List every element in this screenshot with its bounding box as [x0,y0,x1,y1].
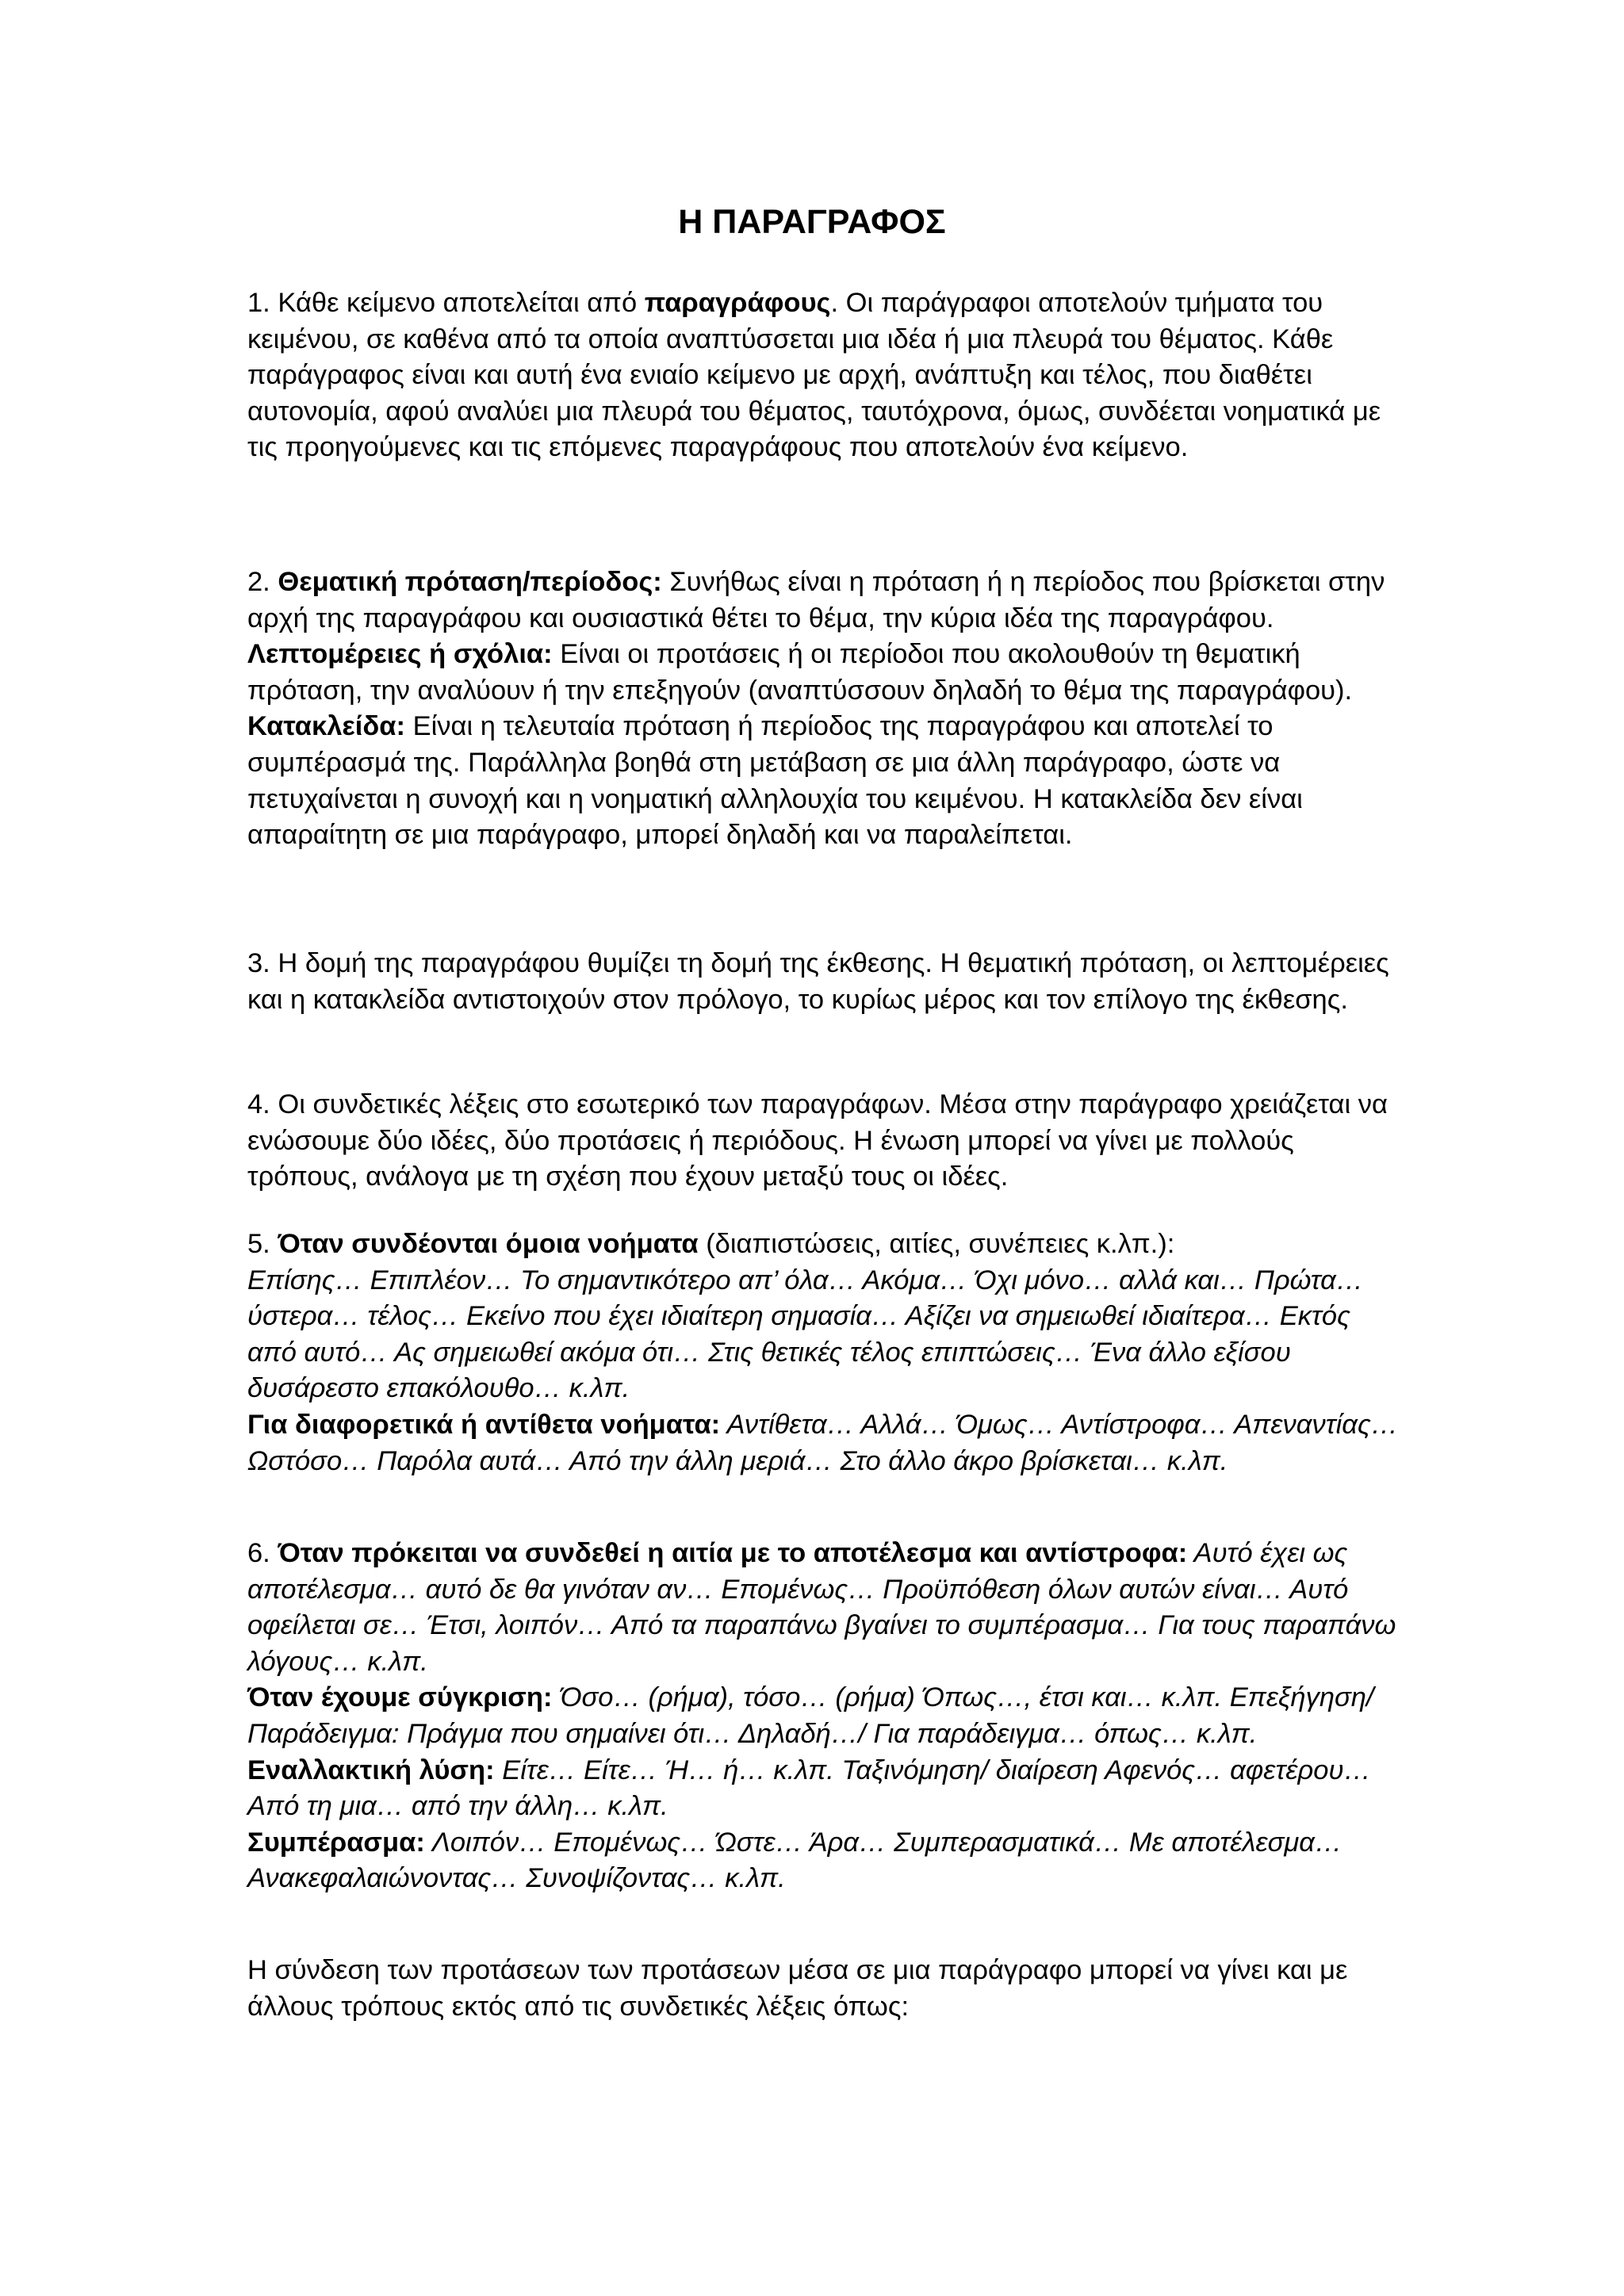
paragraph-4 [247,1087,1405,1196]
comparison-label: Όταν έχουμε σύγκριση: [247,1682,553,1713]
conclusion-connectors-line [247,1825,1405,1897]
opposite-meanings [247,1407,1405,1479]
similar-meanings-note: (διαπιστώσεις, αιτίες, συνέπειες κ.λπ.): [698,1229,1175,1259]
paragraph-3-text: 3. Η δομή της παραγράφου θυμίζει τη δομή της έκθεσης. Η θεματική πρόταση, οι λεπτομέρειες και η κατακλείδα αντιστοιχούν στον πρόλογο, το κυρίως μέρος και τον επίλογο της έκθεσης. [247,948,1389,1015]
thematic-sentence-definition [247,564,1405,637]
opposite-meanings-connectors: Αντίθετα… Αλλά… Όμως… Αντίστροφα… Απεναντίας… Ωστόσο… Παρόλα αυτά… Από την άλλη μεριά… Στο άλλο άκρο βρίσκεται… κ.λπ. [247,1409,1399,1476]
paragraph-3 [247,946,1405,1018]
cause-effect [247,1536,1405,1680]
p5-number: 5. [247,1229,278,1259]
comparison-connectors: Όσο… (ρήμα), τόσο… (ρήμα) Όπως…, έτσι και… κ.λπ. Επεξήγηση/Παράδειγμα: Πράγμα που σημαίνει ότι… Δηλαδή…/ Για παράδειγμα… όπως… κ.λπ. [247,1682,1374,1749]
paragraph-1-text [247,285,1405,466]
paragraph-2 [247,564,1405,854]
p1-text-b: . Οι παράγραφοι αποτελούν τμήματα του κειμένου, σε καθένα από τα οποία αναπτύσσεται μια ιδέα ή μια πλευρά του θέματος. Κάθε παράγραφος είναι και αυτή ένα ενιαίο κείμενο με αρχή, ανάπτυξη και τέλος, που διαθέτει αυτονομία, αφού αναλύει μια πλευρά του θέματος, ταυτόχρονα, όμως, συνδέεται νοηματικά με τις προηγούμενες και τις επόμενες παραγράφους που αποτελούν ένα κείμενο. [247,288,1381,463]
cause-effect-label: Όταν πρόκειται να συνδεθεί η αιτία με το αποτέλεσμα και αντίστροφα: [278,1538,1188,1568]
thematic-sentence-text: Συνήθως είναι η πρόταση ή η περίοδος που βρίσκεται στην αρχή της παραγράφου και ουσιαστικά θέτει το θέμα, την κύρια ιδέα της παραγράφου. [247,567,1385,633]
similar-meanings-examples [247,1263,1405,1407]
p6-number: 6. [247,1538,278,1568]
conclusion-text: Είναι η τελευταία πρόταση ή περίοδος της παραγράφου και αποτελεί το συμπέρασμά της. Παράλληλα βοηθά στη μετάβαση σε μια άλλη παράγραφο, ώστε να πετυχαίνεται η συνοχή και η νοηματική αλληλουχία του κειμένου. Η κατακλείδα δεν είναι απαραίτητη σε μια παράγραφο, μπορεί δηλαδή και να παραλείπεται. [247,711,1303,851]
conclusion-definition [247,709,1405,853]
thematic-sentence-label: Θεματική πρόταση/περίοδος: [278,567,662,597]
paragraph-1 [247,285,1405,466]
page-title: Η ΠΑΡΑΓΡΑΦΟΣ [678,203,946,241]
p2-number: 2. [247,567,278,597]
alternative-label: Εναλλακτική λύση: [247,1755,495,1785]
conclusion-label: Κατακλείδα: [247,711,405,742]
paragraph-4-text: 4. Οι συνδετικές λέξεις στο εσωτερικό των παραγράφων. Μέσα στην παράγραφο χρειάζεται να ενώσουμε δύο ιδέες, δύο προτάσεις ή περιόδους. Η ένωση μπορεί να γίνει με πολλούς τρόπους, ανάλογα με τη σχέση που έχουν μεταξύ τους οι ιδέες. [247,1089,1388,1192]
similar-meanings-connectors: Επίσης… Επιπλέον… Το σημαντικότερο απ’ όλα… Ακόμα… Όχι μόνο… αλλά και… Πρώτα… ύστερα… τέλος… Εκείνο που έχει ιδιαίτερη σημασία… Αξίζει να σημειωθεί ιδιαίτερα… Εκτός από αυτό… Ας σημειωθεί ακόμα ότι… Στις θετικές τέλος επιπτώσεις… Ένα άλλο εξίσου δυσάρεστο επακόλουθο… κ.λπ. [247,1265,1364,1404]
similar-meanings-label: Όταν συνδέονται όμοια νοήματα [278,1229,699,1259]
paragraph-6 [247,1536,1405,1897]
alternative [247,1753,1405,1825]
cause-effect-connectors: Αυτό έχει ως αποτέλεσμα… αυτό δε θα γινόταν αν… Επομένως… Προϋπόθεση όλων αυτών είναι… Αυτό οφείλεται σε… Έτσι, λοιπόν… Από τα παραπάνω βγαίνει το συμπέρασμα… Για τους παραπάνω λόγους… κ.λπ. [247,1538,1396,1677]
comparison [247,1680,1405,1752]
p1-bold-term: παραγράφους [644,288,831,318]
paragraph-5 [247,1226,1405,1479]
details-text: Είναι οι προτάσεις ή οι περίοδοι που ακολουθούν τη θεματική πρόταση, την αναλύουν ή την επεξηγούν (αναπτύσσουν δηλαδή το θέμα της παραγράφου). [247,639,1353,706]
paragraph-7-text: Η σύνδεση των προτάσεων των προτάσεων μέσα σε μια παράγραφο μπορεί να γίνει και με άλλους τρόπους εκτός από τις συνδετικές λέξεις όπως: [247,1955,1348,2022]
p1-text-a: 1. Κάθε κείμενο αποτελείται από [247,288,645,318]
opposite-meanings-label: Για διαφορετικά ή αντίθετα νοήματα: [247,1409,721,1440]
alternative-connectors: Είτε… Είτε… Ή… ή… κ.λπ. Ταξινόμηση/ διαίρεση Αφενός… αφετέρου… Από τη μια… από την άλλη… κ.λπ. [247,1755,1371,1822]
paragraph-7 [247,1953,1405,2025]
similar-meanings-heading [247,1226,1405,1263]
details-label: Λεπτομέρειες ή σχόλια: [247,639,553,670]
details-definition [247,637,1405,709]
conclusion-connectors: Λοιπόν… Επομένως… Ώστε… Άρα… Συμπερασματικά… Με αποτέλεσμα… Ανακεφαλαιώνοντας… Συνοψίζοντας… κ.λπ. [247,1827,1342,1894]
conclusion-connectors-label: Συμπέρασμα: [247,1827,425,1858]
